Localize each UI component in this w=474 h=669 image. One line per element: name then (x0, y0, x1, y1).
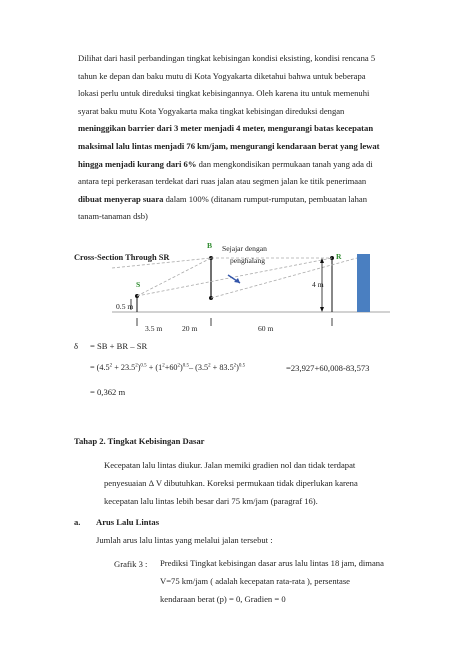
grafik-line: kendaraan berat (p) = 0, Gradien = 0 (160, 594, 286, 604)
formula-delta: δ (74, 341, 79, 351)
grafik-label: Grafik 3 : (114, 559, 148, 569)
formula-line-1: = SB + BR – SR (90, 341, 148, 351)
para-line: penyesuaian Δ V dibutuhkan. Koreksi permukaan tidak diperlukan karena (104, 478, 358, 488)
distance-label-3: 60 m (258, 324, 274, 333)
height-label-s: 0.5 m (116, 302, 134, 311)
distance-label-1: 3.5 m (145, 324, 163, 333)
para-line: tanam-tanaman dsb) (78, 211, 148, 222)
note-line-2: penghalang (230, 256, 266, 265)
subsection-marker: a. (74, 517, 81, 527)
section-heading: Tahap 2. Tingkat Kebisingan Dasar (74, 436, 205, 446)
para-text: dalam 100% (ditanam rumput-rumputan, pembuatan lahan (163, 193, 368, 204)
para-line: Dilihat dari hasil perbandingan tingkat kebisingan kondisi eksisting, kondisi rencana 5 (78, 53, 376, 63)
formula-result: =23,927+60,008-83,573 (286, 363, 370, 373)
para-line: syarat baku mutu Kota Yogyakarta maka tingkat kebisingan direduksi dengan (78, 105, 345, 116)
sight-line-sb (137, 258, 211, 296)
para-line: antara tepi perkerasan terdekat dari ruas jalan atau segmen jalan ke titik penerimaan (78, 176, 367, 187)
distance-label-2: 20 m (182, 324, 198, 333)
grafik-line: V=75 km/jam ( adalah kecepatan rata-rata ), persentase (160, 576, 350, 586)
label-b: B (207, 241, 213, 250)
grafik-description (160, 554, 418, 608)
para-line: kecepatan lalu lintas lebih besar dari 75 km/jam (paragraf 16). (104, 496, 318, 506)
note-line-1: Sejajar dengan (222, 244, 267, 253)
para-line: lokasi perlu untuk direduksi tingkat kebisingannya. Oleh karena itu untuk memenuhi (78, 88, 370, 99)
formula-line-2: = $(4.5^2 + 23.5^2)^{0.5} + (1^2+60^2)^{0.5}-$ $(3.5^2 + 83.5^2)^{0.5}$ (90, 363, 246, 372)
label-s: S (136, 280, 141, 289)
sight-line-upper (112, 258, 211, 268)
para-bold: hingga menjadi kurang dari 6% (78, 158, 197, 169)
subsection-intro: Jumlah arus lalu lintas yang melalui jalan tersebut : (96, 535, 273, 545)
para-line: tahun ke depan dan baku mutu di Kota Yogyakarta diketahui bahwa untuk beberapa (78, 70, 366, 81)
grafik-line: Prediksi Tingkat kebisingan dasar arus lalu lintas 18 jam, dimana (160, 558, 384, 568)
label-r: R (336, 252, 342, 261)
para-bold: meninggikan barrier dari 3 meter menjadi 4 meter, mengurangi batas kecepatan (78, 123, 374, 134)
pointer-arrow-head (234, 278, 240, 283)
height-label-r: 4 m (312, 280, 324, 289)
formula-line-3: = 0,362 m (90, 387, 126, 397)
section2-paragraph (104, 456, 418, 510)
subsection-heading: Arus Lalu Lintas (96, 517, 160, 527)
para-line: Kecepatan lalu lintas diukur. Jalan memiki gradien nol dan tidak terdapat (104, 460, 356, 470)
diagram-title: Cross-Section Through SR (74, 253, 170, 262)
para-bold: dibuat menyerap suara (78, 193, 164, 204)
para-bold: maksimal lalu lintas menjadi 76 km/jam, mengurangi kendaraan berat yang lewat (78, 140, 380, 151)
building-wall (357, 254, 370, 312)
para-text: dan mengkondisikan permukaan tanah yang ada di (196, 158, 373, 169)
